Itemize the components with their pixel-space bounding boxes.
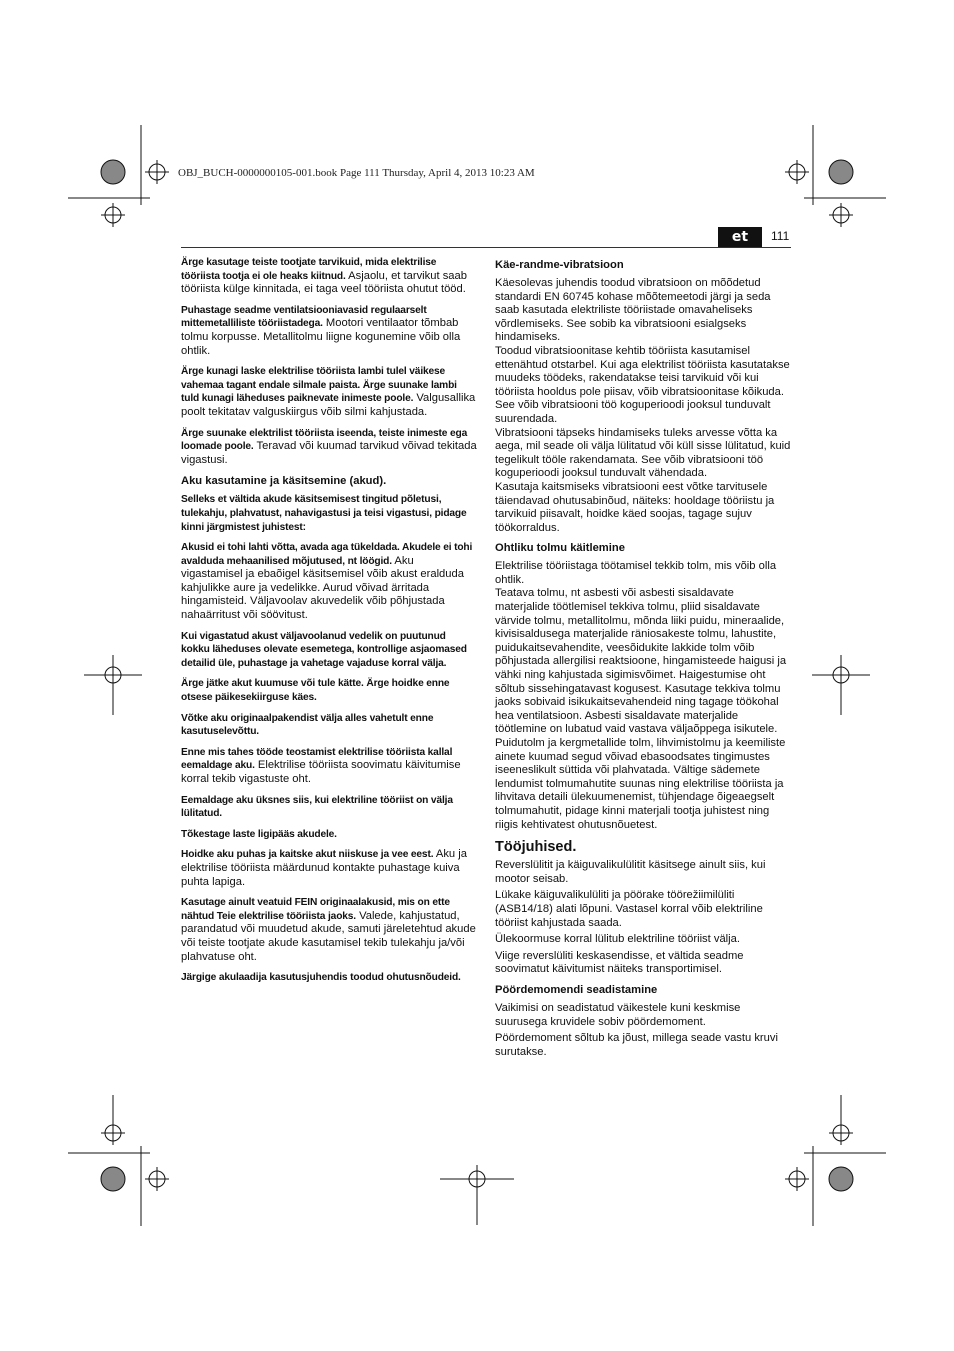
language-badge: et xyxy=(718,227,762,247)
paragraph xyxy=(181,365,477,419)
paragraph xyxy=(181,712,477,739)
bold-text: Puhastage seadme ventilatsiooniavasid regulaarselt mittemetalliliste tööriistadega. xyxy=(181,304,427,330)
paragraph xyxy=(181,256,477,297)
text: Valede, kahjustatud, parandatud või muudetud akude, samuti järeletehtud akude või teiste tootjate akude kasutamisel tekib tulekahju ja/või plahvatuse oht. xyxy=(181,909,476,963)
paragraph xyxy=(181,828,477,842)
paragraph xyxy=(181,304,477,358)
page-number: 111 xyxy=(771,229,790,243)
paragraph xyxy=(181,794,477,821)
section-heading-torque: Pöördemomendi seadistamine xyxy=(495,983,658,996)
paragraph: Elektrilise tööriistaga töötamisel tekkib tolm, mis võib olla ohtlik. xyxy=(495,560,777,586)
text: Elektrilise tööriista soovimatu käivitumise korral tekib vigastuste oht. xyxy=(181,759,461,785)
paragraph xyxy=(181,848,477,889)
paragraph: Viige reverslüliti keskasendisse, et vältida seadme soovimatut käivitumist näiteks transportimisel. xyxy=(495,949,744,976)
text: Aku vigastamisel ja ebaõigel käsitsemisel võib akust eralduda kahjulikke aure ja vedelikke. Aurud võivad ärritada hingamisteid. Väljavoolav akuvedelik võib põhjustada nahaärritust või söövitust. xyxy=(181,554,464,622)
section-heading-vibration: Käe-randme-vibratsioon xyxy=(495,259,624,271)
paragraph: Lükake käiguvalikulüliti ja pöörake töörežiimilüliti (ASB14/18) alati lõpuni. Vastasel korral võib elektriline tööriist kahjustada saada. xyxy=(495,889,763,929)
text: Aku ja elektrilise tööriista määrdunud kontakte puhastage kuiva puhta lapiga. xyxy=(181,848,467,888)
paragraph: Ülekoormuse korral lülitub elektriline tööriist välja. xyxy=(495,933,740,946)
paragraph xyxy=(181,630,477,671)
paragraph xyxy=(181,746,477,787)
header-rule xyxy=(181,247,791,248)
bold-text: Ärge kunagi laske elektrilise tööriista lambi tulel väikese vahemaa tagant endale silmale paista. Ärge suunake lambi tuld kunagi läheduses paiknevate inimeste poole. xyxy=(181,366,457,405)
bold-text: Järgige akulaadija kasutusjuhendis toodud ohutusnõudeid. xyxy=(181,972,461,984)
paragraph: Puidutolm ja kergmetallide tolm, lihvimistolmu ja keemiliste ainete kuumad segud võivad ebasoodsates tingimustes iseeneslikult süttida või plahvatada. Vältige sädemete lendumist tolmumahutite suunas ning elektrilise tööriista ja lihvitava detaili ülekuumenemist, tühjendage õigeaegselt tolmumahutit, pidage kinni materjali tootja juhistest ning riigis kehtivatest ohutusnõuetest. xyxy=(495,737,786,831)
right-column xyxy=(495,256,791,1059)
paragraph: Teatava tolmu, nt asbesti või asbesti sisaldavate materjalide töötlemisel tekkiva tolmu, pliid sisaldavate värvide tolmu, metallitolmu, mõnda liiki puidu, mineraalide, kivisisaldusega materjalide räniosakeste tolmu, lahustite, puidukaitsevahendite, veesõidukite lakkide tolm võib põhjustada allergilisi reaktsioone, hingamisteede haigusi ja vähki ning kahjustada sigimisvõimet. Haigestumise oht sõltub sissehingatavast kogusest. Kasutage tekkiva tolmu jaoks sobivaid isikukaitsevahendeid ning tagage töökohal hea ventilatsioon. Asbesti sisaldavate materjalide töötlemine on lubatud vaid vastava väljaõppega isikutele. xyxy=(495,587,787,736)
text: Teravad või kuumad tarvikud võivad tekitada vigastusi. xyxy=(181,440,477,466)
paragraph xyxy=(181,677,477,704)
bold-text: Akusid ei tohi lahti võtta, avada aga tükeldada. Akudele ei tohi avalduda mehaanilised mõjutused, nt löögid. xyxy=(181,542,473,567)
section-heading-work-instructions: Tööjuhised. xyxy=(495,839,577,856)
paragraph xyxy=(181,896,477,964)
bold-text: Ärge suunake elektrilist tööriista iseenda, teiste inimeste ega loomade poole. xyxy=(181,427,468,453)
text: Asjaolu, et tarvikut saab tööriista külge kinnitada, ei taga veel tööriista ohutut tööd. xyxy=(181,269,467,296)
paragraph: Vaikimisi on seadistatud väikestele kuni keskmise suurusega kruvidele sobiv pöördemoment. xyxy=(495,1001,741,1028)
bold-text: Eemaldage aku üksnes siis, kui elektriline tööriist on välja lülitatud. xyxy=(181,794,453,820)
paragraph xyxy=(181,971,477,985)
bold-text: Tõkestage laste ligipääs akudele. xyxy=(181,828,337,840)
bold-text: Võtke aku originaalpakendist välja alles vahetult enne kasutuselevõttu. xyxy=(181,712,434,738)
bold-text: Enne mis tahes tööde teostamist elektrilise tööriista kallal eemaldage aku. xyxy=(181,746,453,772)
paragraph: Käesolevas juhendis toodud vibratsioon on mõõdetud standardi EN 60745 kohase mõõtemeetodi järgi ja seda saab kasutada elektriliste tööriistade omavaheliseks võrdlemiseks. See sobib ka vibratsiooni esialgseks hindamiseks. xyxy=(495,277,771,344)
paragraph: Toodud vibratsioonitase kehtib tööriista kasutamisel ettenähtud otstarbel. Kui aga elektrilist tööriista kasutatakse muudeks töödeks, rakendatakse teisi tarvikuid või kui tööriista hooldus pole piisav, võib vibratsioonitase kõikuda. See võib vibratsiooni töö koguperioodi jooksul tunduvalt suurendada. xyxy=(495,344,790,425)
paragraph: Kasutaja kaitsmiseks vibratsiooni eest võtke tarvitusele täiendavad ohutusabinõud, näiteks: hooldage tööriistu ja tarvikuid piisavalt, hoidke käed soojas, tagage sujuv töökorraldus. xyxy=(495,480,775,534)
paragraph: Vibratsiooni täpseks hindamiseks tuleks arvesse võtta ka aega, mil seade oli välja lülitatud või küll sisse lülitatud, kuid tegelikult tööle rakendamata. See võib vibratsiooni töö koguperioodi jooksul tunduvalt vähendada. xyxy=(495,426,791,480)
paragraph xyxy=(181,493,477,534)
paragraph: Reverslülitit ja käiguvalikulülitit käsitsege ainult siis, kui mootor seisab. xyxy=(495,859,766,885)
bold-text: Ärge jätke akut kuumuse või tule kätte. Ärge hoidke enne otsese päikesekiirguse käes. xyxy=(181,678,450,704)
text: Valgusallika poolt tekitatav valguskiirgus võib silmi kahjustada. xyxy=(181,392,476,418)
section-heading-dust: Ohtliku tolmu käitlemine xyxy=(495,542,625,555)
print-header: OBJ_BUCH-0000000105-001.book Page 111 Thursday, April 4, 2013 10:23 AM xyxy=(178,167,535,179)
paragraph: Pöördemoment sõltub ka jõust, millega seade vastu kruvi surutakse. xyxy=(495,1032,778,1058)
paragraph xyxy=(181,541,477,623)
bold-text: Kui vigastatud akust väljavoolanud vedelik on puutunud kokku läheduses olevate esemetega, kontrollige asjaomased detailid üle, puhastage ja vahetage vajaduse korral välja. xyxy=(181,630,467,669)
bold-text: Selleks et vältida akude käsitsemisest tingitud põletusi, tulekahju, plahvatust, nahavigastusi ja teisi vigastusi, pidage kinni järgmistest juhistest: xyxy=(181,494,467,533)
bold-text: Kasutage ainult veatuid FEIN originaalakusid, mis on ette nähtud Teie elektrilise tööriista jaoks. xyxy=(181,897,450,922)
bold-text: Hoidke aku puhas ja kaitske akut niiskuse ja vee eest. xyxy=(181,849,434,861)
bold-text: Ärge kasutage teiste tootjate tarvikuid, mida elektrilise tööriista tootja ei ole heaks kiitnud. xyxy=(181,257,437,282)
section-heading-battery: Aku kasutamine ja käsitsemine (akud). xyxy=(181,475,387,488)
text: Mootori ventilaator tõmbab tolmu korpusse. Metallitolmu liigne kogunemine võib olla ohtlik. xyxy=(181,317,461,357)
left-column xyxy=(181,256,477,992)
paragraph xyxy=(181,427,477,468)
